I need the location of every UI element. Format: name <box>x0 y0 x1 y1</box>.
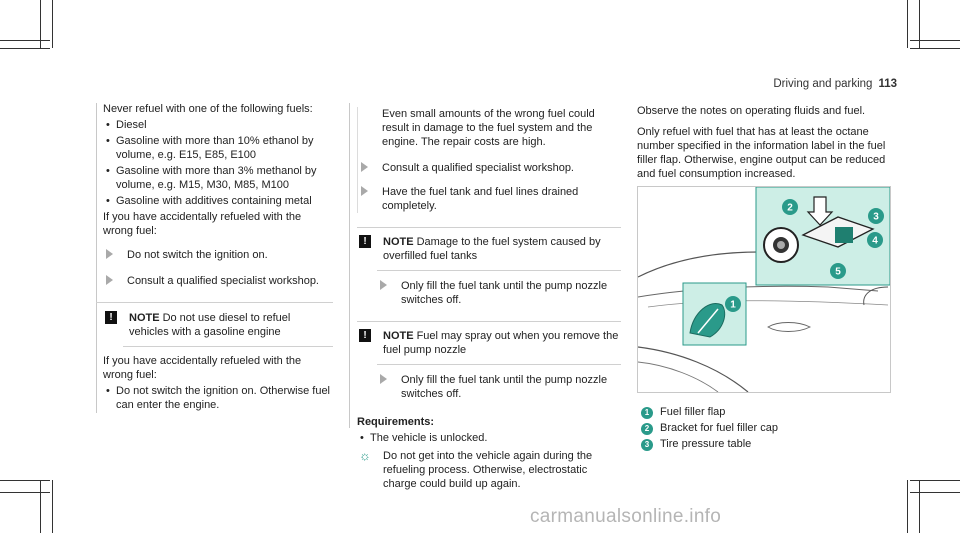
warning-icon: ! <box>105 311 117 324</box>
separator <box>377 364 621 365</box>
callout-5 <box>830 263 846 279</box>
crop-mark <box>0 48 50 49</box>
separator <box>96 302 333 303</box>
column-divider <box>96 103 97 413</box>
figure-legend <box>641 405 891 451</box>
page-number: 113 <box>878 78 897 90</box>
callout-3 <box>868 208 884 224</box>
crop-mark <box>0 40 50 41</box>
fuel-item: • Gasoline with more than 10% ethanol by volume, e.g. E15, E85, E100 <box>103 134 333 162</box>
note-block: ! NOTE Fuel may spray out when you remove the fuel pump nozzle <box>357 329 621 357</box>
fuel-item: • Gasoline with more than 3% methanol by volume, e.g. M15, M30, M85, M100 <box>103 164 333 192</box>
damage-paragraph: Even small amounts of the wrong fuel could result in damage to the fuel system and the engine. The repair costs are high. <box>357 107 621 149</box>
note-intro: If you have accidentally refueled with the wrong fuel: <box>103 355 302 381</box>
crop-mark <box>919 480 920 533</box>
crop-mark <box>910 492 960 493</box>
crop-mark <box>0 492 50 493</box>
warning-icon: ! <box>359 235 371 248</box>
fuel-item: • Gasoline with additives containing metal <box>103 194 333 208</box>
observe-paragraph: Observe the notes on operating fluids and fuel. <box>637 105 866 117</box>
crop-mark <box>907 0 908 48</box>
octane-paragraph: Only refuel with fuel that has at least the octane number specified in the information label in the fuel filler flap. Otherwise, engine output can be reduced and fuel consumption increased. <box>637 126 886 180</box>
step-arrow-icon <box>361 186 368 196</box>
svg-text:3: 3 <box>873 211 879 223</box>
fuel-filler-figure <box>637 186 891 393</box>
step-item: Only fill the fuel tank until the pump nozzle switches off. <box>377 279 621 307</box>
svg-text:1: 1 <box>730 299 736 311</box>
callout-2 <box>782 199 798 215</box>
crop-mark <box>52 480 53 533</box>
legend-item: 3 Tire pressure table <box>641 437 891 451</box>
step-item: Only fill the fuel tank until the pump nozzle switches off. <box>377 373 621 401</box>
crop-mark <box>910 40 960 41</box>
page-header <box>773 78 897 90</box>
note-bullet: • Do not switch the ignition on. Otherwise fuel can enter the engine. <box>103 384 333 412</box>
separator <box>357 321 621 322</box>
crop-mark <box>52 0 53 48</box>
step-arrow-icon <box>380 374 387 384</box>
requirements-label: Requirements: <box>357 416 435 428</box>
crop-mark <box>40 480 41 533</box>
crop-mark <box>0 480 50 481</box>
callout-1 <box>725 296 741 312</box>
crop-mark <box>907 480 908 533</box>
column-divider <box>349 103 350 428</box>
accident-intro: If you have accidentally refueled with the wrong fuel: <box>103 211 302 237</box>
note-text: Do not use diesel to refuel vehicles with a gasoline engine <box>129 312 291 338</box>
separator <box>377 270 621 271</box>
svg-text:4: 4 <box>872 235 878 247</box>
warning-icon: ! <box>359 329 371 342</box>
step-item: Consult a qualified specialist workshop. <box>358 161 621 175</box>
crop-mark <box>910 48 960 49</box>
step-item: Consult a qualified specialist workshop. <box>103 274 333 288</box>
column-3 <box>637 104 892 181</box>
requirement-item: • The vehicle is unlocked. <box>357 431 621 445</box>
step-arrow-icon <box>106 249 113 259</box>
svg-text:5: 5 <box>835 266 841 278</box>
note-block: ! NOTE Damage to the fuel system caused by overfilled fuel tanks <box>357 235 621 263</box>
svg-text:2: 2 <box>787 202 793 214</box>
vehicle-illustration <box>638 187 890 392</box>
section-title: Driving and parking <box>773 78 873 90</box>
legend-item: 2 Bracket for fuel filler cap <box>641 421 891 435</box>
column-2 <box>357 107 621 491</box>
note-block <box>103 311 333 339</box>
note-label: NOTE <box>383 330 414 342</box>
step-arrow-icon <box>361 162 368 172</box>
legend-item: 1 Fuel filler flap <box>641 405 891 419</box>
separator <box>357 227 621 228</box>
separator <box>123 346 333 347</box>
lightbulb-icon: ☼ <box>359 448 371 463</box>
callout-4 <box>867 232 883 248</box>
step-item: Have the fuel tank and fuel lines drained completely. <box>358 185 621 213</box>
fuel-item: • Diesel <box>103 118 333 132</box>
note-label: NOTE <box>129 312 160 324</box>
fuels-intro: Never refuel with one of the following fuels: <box>103 103 313 115</box>
tip-block: ☼ Do not get into the vehicle again during the refueling process. Otherwise, electrostatic charge could build up again. <box>359 448 593 490</box>
step-arrow-icon <box>380 280 387 290</box>
crop-mark <box>910 480 960 481</box>
note-label: NOTE <box>383 236 414 248</box>
watermark: carmanualsonline.info <box>530 506 722 527</box>
column-1 <box>103 102 333 412</box>
step-arrow-icon <box>106 275 113 285</box>
step-item: Do not switch the ignition on. <box>103 248 333 262</box>
